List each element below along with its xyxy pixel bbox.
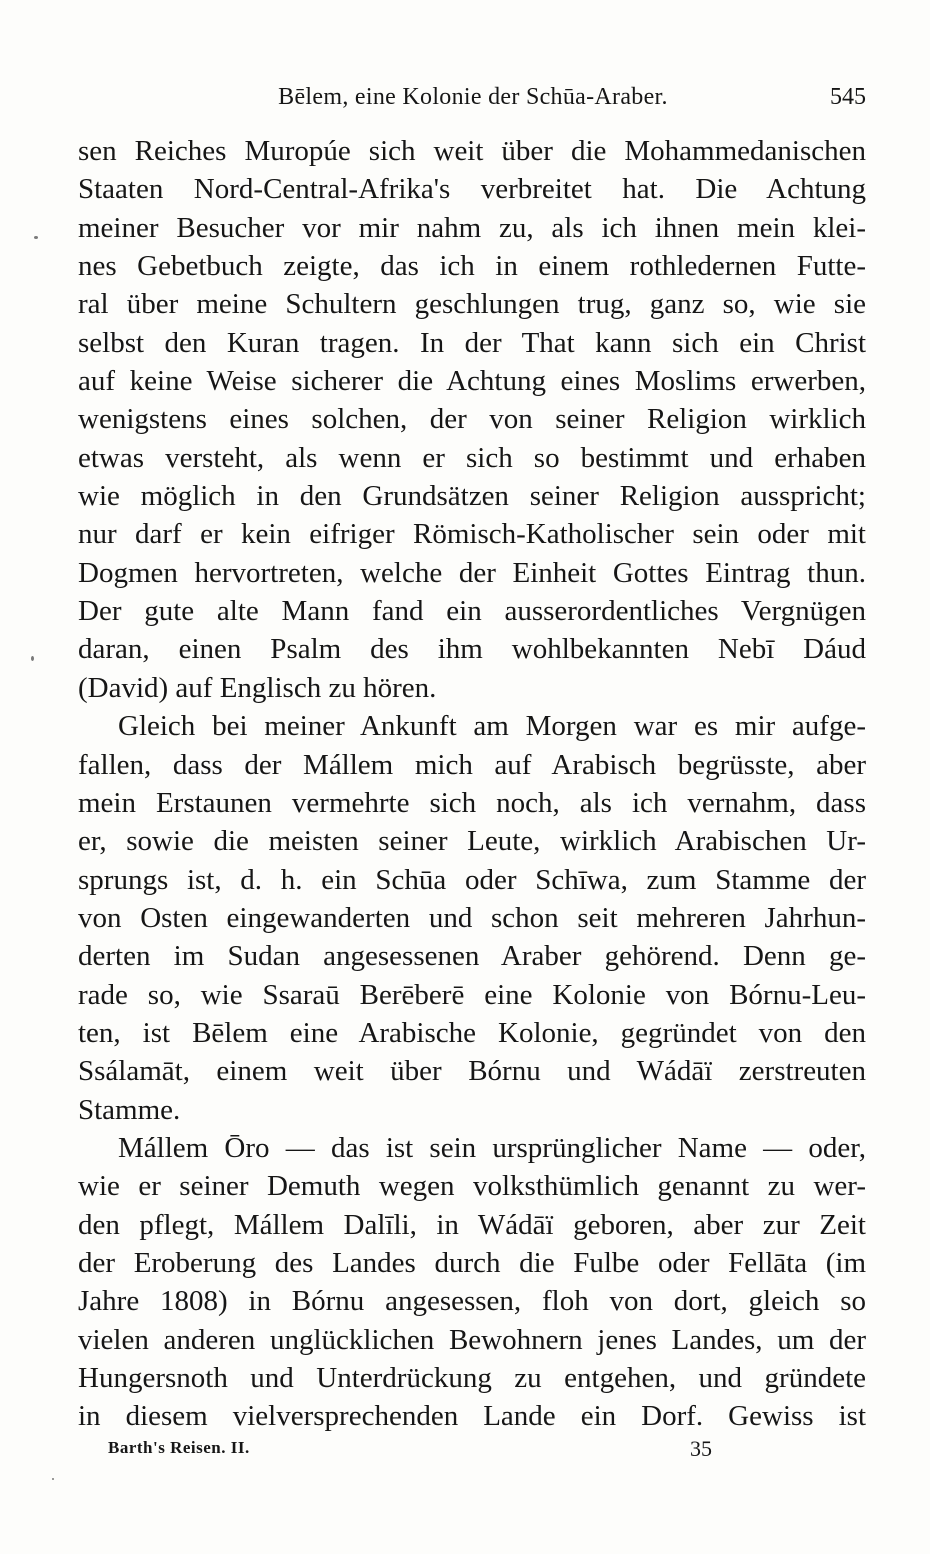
text-line: meiner Besucher vor mir nahm zu, als ich ihnen mein klei- [78, 211, 866, 244]
text-line: Gleich bei meiner Ankunft am Morgen war es mir aufge- [118, 710, 866, 743]
text-line: von Osten eingewanderten und schon seit mehreren Jahrhun- [78, 901, 866, 934]
text-line: Stamme. [78, 1093, 181, 1126]
text-line: er, sowie die meisten seiner Leute, wirklich Arabischen Ur- [78, 825, 866, 858]
sheet-number: 35 [690, 1436, 712, 1461]
text-line: daran, einen Psalm des ihm wohlbekannten Nebī Dáud [78, 633, 866, 666]
page-footer [108, 1436, 712, 1466]
text-line: den pflegt, Mállem Dalīli, in Wádāï geboren, aber zur Zeit [78, 1208, 866, 1241]
body-text [78, 132, 866, 1436]
text-line: ral über meine Schultern geschlungen trug, ganz so, wie sie [78, 288, 866, 321]
text-line: etwas versteht, als wenn er sich so bestimmt und erhaben [78, 441, 866, 474]
text-line: sen Reiches Muropúe sich weit über die Mohammedanischen [78, 135, 866, 167]
text-line: der Eroberung des Landes durch die Fulbe oder Fellāta (im [78, 1246, 866, 1279]
text-line: Der gute alte Mann fand ein ausserordentliches Vergnügen [78, 595, 866, 628]
text-line: Ssálamāt, einem weit über Bórnu und Wádāï zerstreuten [78, 1055, 866, 1088]
text-line: selbst den Kuran tragen. In der That kann sich ein Christ [78, 326, 866, 359]
text-line: auf keine Weise sicherer die Achtung eines Moslims erwerben, [78, 365, 866, 398]
text-line: Jahre 1808) in Bórnu angesessen, floh von dort, gleich so [78, 1285, 866, 1318]
text-line: Hungersnoth und Unterdrückung zu entgehen, und gründete [78, 1362, 866, 1394]
text-line: nur darf er kein eifriger Römisch-Katholischer sein oder mit [78, 518, 866, 551]
text-line: Mállem Ōro — das ist sein ursprünglicher Name — oder, [118, 1131, 866, 1164]
text-line: Staaten Nord-Central-Afrika's verbreitet hat. Die Achtung [78, 173, 866, 206]
text-line: derten im Sudan angesessenen Araber gehörend. Denn ge- [78, 940, 866, 973]
running-title: Bēlem, eine Kolonie der Schūa-Araber. [278, 84, 668, 110]
scan-speck [52, 1478, 54, 1480]
text-line: rade so, wie Ssaraū Berēberē eine Kolonie von Bórnu-Leu- [78, 978, 866, 1011]
printer-signature: Barth's Reisen. II. [108, 1438, 250, 1457]
text-line: Dogmen hervortreten, welche der Einheit Gottes Eintrag thun. [78, 556, 866, 589]
text-line: (David) auf Englisch zu hören. [78, 671, 437, 704]
text-line: in diesem vielversprechenden Lande ein Dorf. Gewiss ist [78, 1400, 866, 1433]
text-line: wenigstens eines solchen, der von seiner Religion wirklich [78, 403, 866, 436]
page-number: 545 [830, 84, 866, 110]
scan-speck [31, 656, 34, 661]
text-line: wie er seiner Demuth wegen volksthümlich genannt zu wer- [78, 1170, 866, 1203]
text-line: vielen anderen unglücklichen Bewohnern jenes Landes, um der [78, 1323, 866, 1356]
text-line: fallen, dass der Mállem mich auf Arabisch begrüsste, aber [78, 748, 866, 781]
text-line: wie möglich in den Grundsätzen seiner Religion ausspricht; [78, 480, 866, 513]
scan-speck [34, 236, 38, 239]
running-head [78, 82, 868, 118]
text-line: nes Gebetbuch zeigte, das ich in einem rothledernen Futte- [78, 250, 866, 283]
text-line: sprungs ist, d. h. ein Schūa oder Schīwa, zum Stamme der [78, 863, 866, 896]
text-line: ten, ist Bēlem eine Arabische Kolonie, gegründet von den [78, 1016, 866, 1049]
text-line: mein Erstaunen vermehrte sich noch, als ich vernahm, dass [78, 786, 866, 819]
